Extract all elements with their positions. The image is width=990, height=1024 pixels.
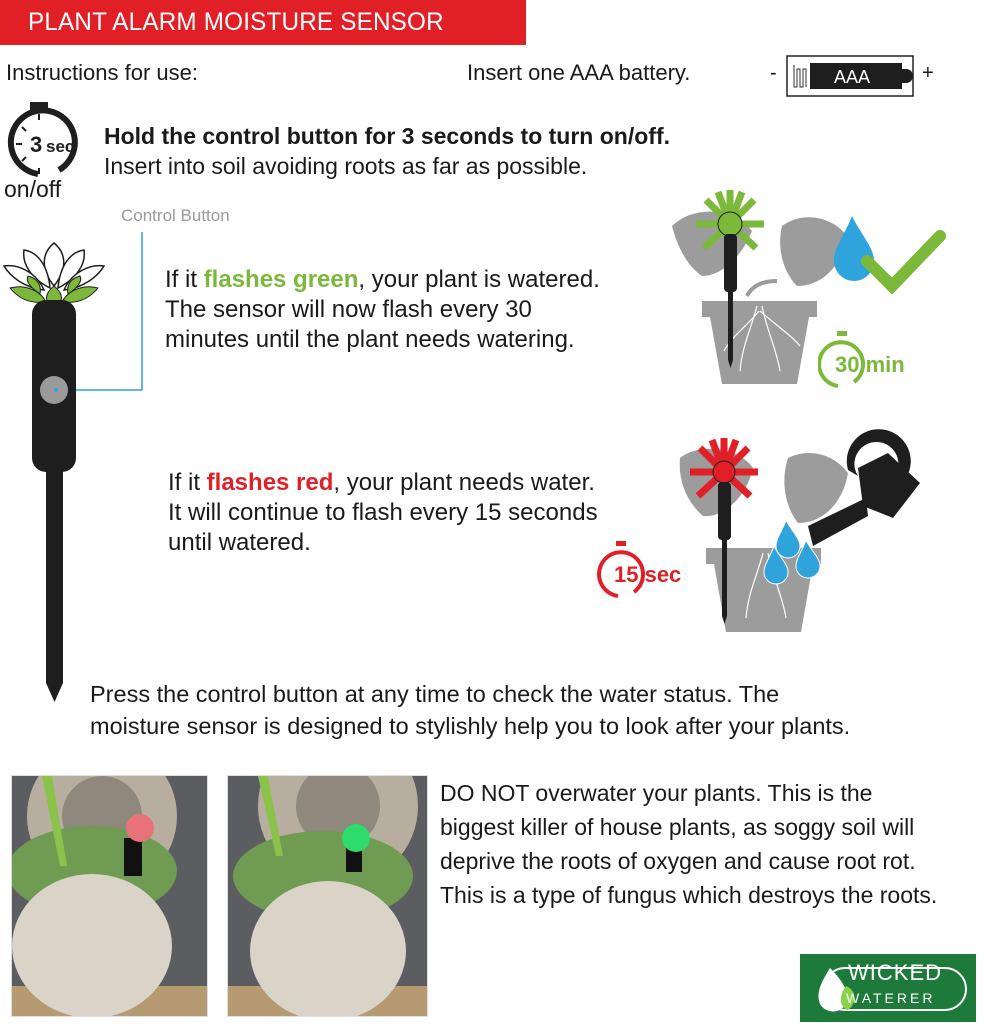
- timer-3sec-icon: [4, 100, 84, 180]
- red-state-text: If it flashes red, your plant needs water. It will continue to flash every 15 seconds until watered.: [168, 469, 598, 556]
- sensor-diagram: [0, 228, 150, 708]
- svg-text:15 sec: 15 sec: [614, 562, 682, 587]
- battery-instruction: Insert one AAA battery.: [467, 60, 691, 85]
- flashes-red-highlight: flashes red: [206, 469, 334, 496]
- insert-instruction: Insert into soil avoiding roots as far as possible.: [104, 153, 588, 179]
- logo-text-wicked: WICKED: [848, 960, 942, 985]
- svg-text:AAA: AAA: [833, 67, 871, 87]
- dry-plant-illustration: [668, 428, 988, 638]
- photo-green-flash: [227, 775, 428, 1017]
- battery-minus: -: [770, 62, 777, 84]
- battery-icon: [786, 55, 916, 97]
- svg-text:3: 3: [30, 132, 43, 157]
- checkmark-icon: [867, 236, 940, 286]
- instructions-label: Instructions for use:: [6, 60, 198, 85]
- photo-red-flash: [11, 775, 208, 1017]
- lotus-flower-icon: [4, 243, 104, 290]
- svg-text:30 min: 30 min: [835, 352, 905, 377]
- battery-plus: +: [922, 62, 934, 84]
- control-button-label: Control Button: [121, 206, 230, 225]
- flashes-green-highlight: flashes green: [203, 266, 359, 293]
- overwater-warning-text: DO NOT overwater your plants. This is the biggest killer of house plants, as soggy soil will deprive the roots of oxygen and cause root rot. This is a type of fungus which destroys the roots.: [440, 780, 938, 908]
- logo-text-waterer: WATERER: [846, 990, 936, 1006]
- watered-plant-illustration: [662, 186, 952, 396]
- water-drop-icon: [834, 216, 874, 281]
- timer-30min-icon: [818, 330, 908, 390]
- green-state-text: If it flashes green, your plant is watered. The sensor will now flash every 30 minutes until the plant needs watering.: [165, 266, 600, 353]
- svg-text:sec: sec: [46, 137, 75, 156]
- page-title: PLANT ALARM MOISTURE SENSOR: [28, 8, 444, 36]
- onoff-label: on/off: [4, 176, 62, 202]
- power-instruction: Hold the control button for 3 seconds to turn on/off.: [104, 123, 670, 149]
- check-status-text: Press the control button at any time to check the water status. The moisture sensor is designed to stylishly help you to look after your plants.: [90, 681, 851, 739]
